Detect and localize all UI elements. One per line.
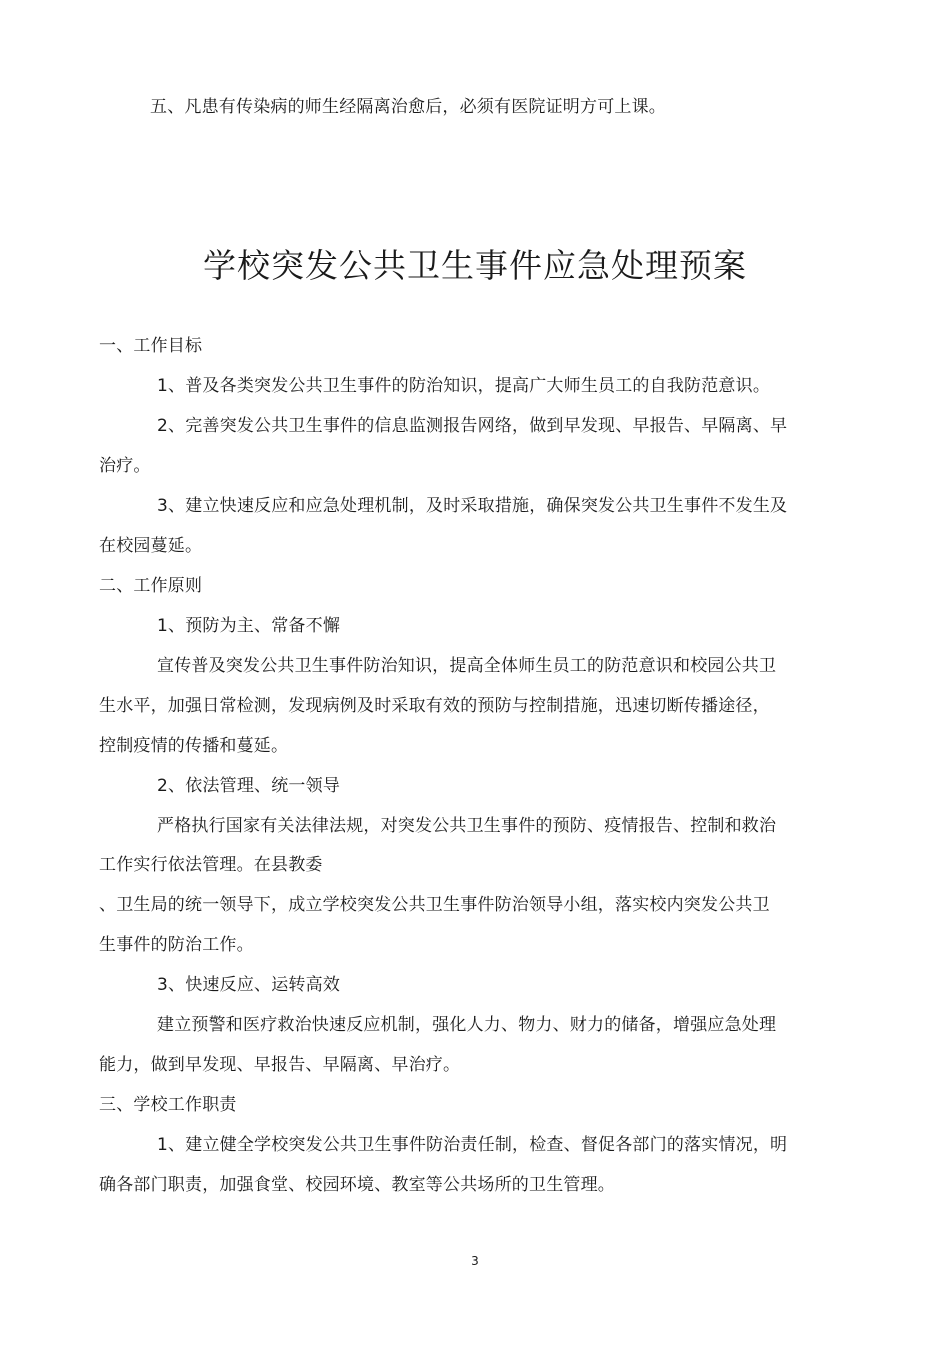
paragraph-line: 建立预警和医疗救治快速反应机制，强化人力、物力、财力的储备，增强应急处理 — [157, 1015, 777, 1035]
paragraph-line: 确各部门职责，加强食堂、校园环境、教室等公共场所的卫生管理。 — [99, 1175, 615, 1195]
page-number: 3 — [471, 1254, 479, 1268]
paragraph-line: 宣传普及突发公共卫生事件防治知识，提高全体师生员工的防范意识和校园公共卫 — [157, 656, 777, 676]
paragraph-line: 严格执行国家有关法律法规，对突发公共卫生事件的预防、疫情报告、控制和救治 — [157, 816, 777, 836]
paragraph-line: 1、建立健全学校突发公共卫生事件防治责任制，检查、督促各部门的落实情况，明 — [157, 1135, 788, 1155]
paragraph-line: 治疗。 — [99, 456, 151, 476]
paragraph-line: 生水平，加强日常检测，发现病例及时采取有效的预防与控制措施，迅速切断传播途径， — [99, 696, 770, 716]
paragraph-line: 、卫生局的统一领导下，成立学校突发公共卫生事件防治领导小组，落实校内突发公共卫 — [99, 895, 770, 915]
paragraph-line: 3、建立快速反应和应急处理机制，及时采取措施，确保突发公共卫生事件不发生及 — [157, 496, 788, 516]
paragraph-line: 在校园蔓延。 — [99, 536, 203, 556]
paragraph-line: 控制疫情的传播和蔓延。 — [99, 736, 289, 756]
section-heading: 三、学校工作职责 — [99, 1095, 237, 1115]
subsection-heading: 3、快速反应、运转高效 — [157, 975, 341, 995]
subsection-heading: 2、依法管理、统一领导 — [157, 776, 341, 796]
paragraph-line: 五、凡患有传染病的师生经隔离治愈后，必须有医院证明方可上课。 — [150, 97, 666, 117]
paragraph-line: 生事件的防治工作。 — [99, 935, 254, 955]
paragraph-line: 工作实行依法管理。在县教委 — [99, 855, 323, 875]
subsection-heading: 1、预防为主、常备不懈 — [157, 616, 341, 636]
section-heading: 二、工作原则 — [99, 576, 203, 596]
document-title: 学校突发公共卫生事件应急处理预案 — [203, 246, 747, 285]
section-heading: 一、工作目标 — [99, 336, 203, 356]
paragraph-line: 能力，做到早发现、早报告、早隔离、早治疗。 — [99, 1055, 461, 1075]
paragraph-line: 2、完善突发公共卫生事件的信息监测报告网络，做到早发现、早报告、早隔离、早 — [157, 416, 788, 436]
paragraph-line: 1、普及各类突发公共卫生事件的防治知识，提高广大师生员工的自我防范意识。 — [157, 376, 771, 396]
